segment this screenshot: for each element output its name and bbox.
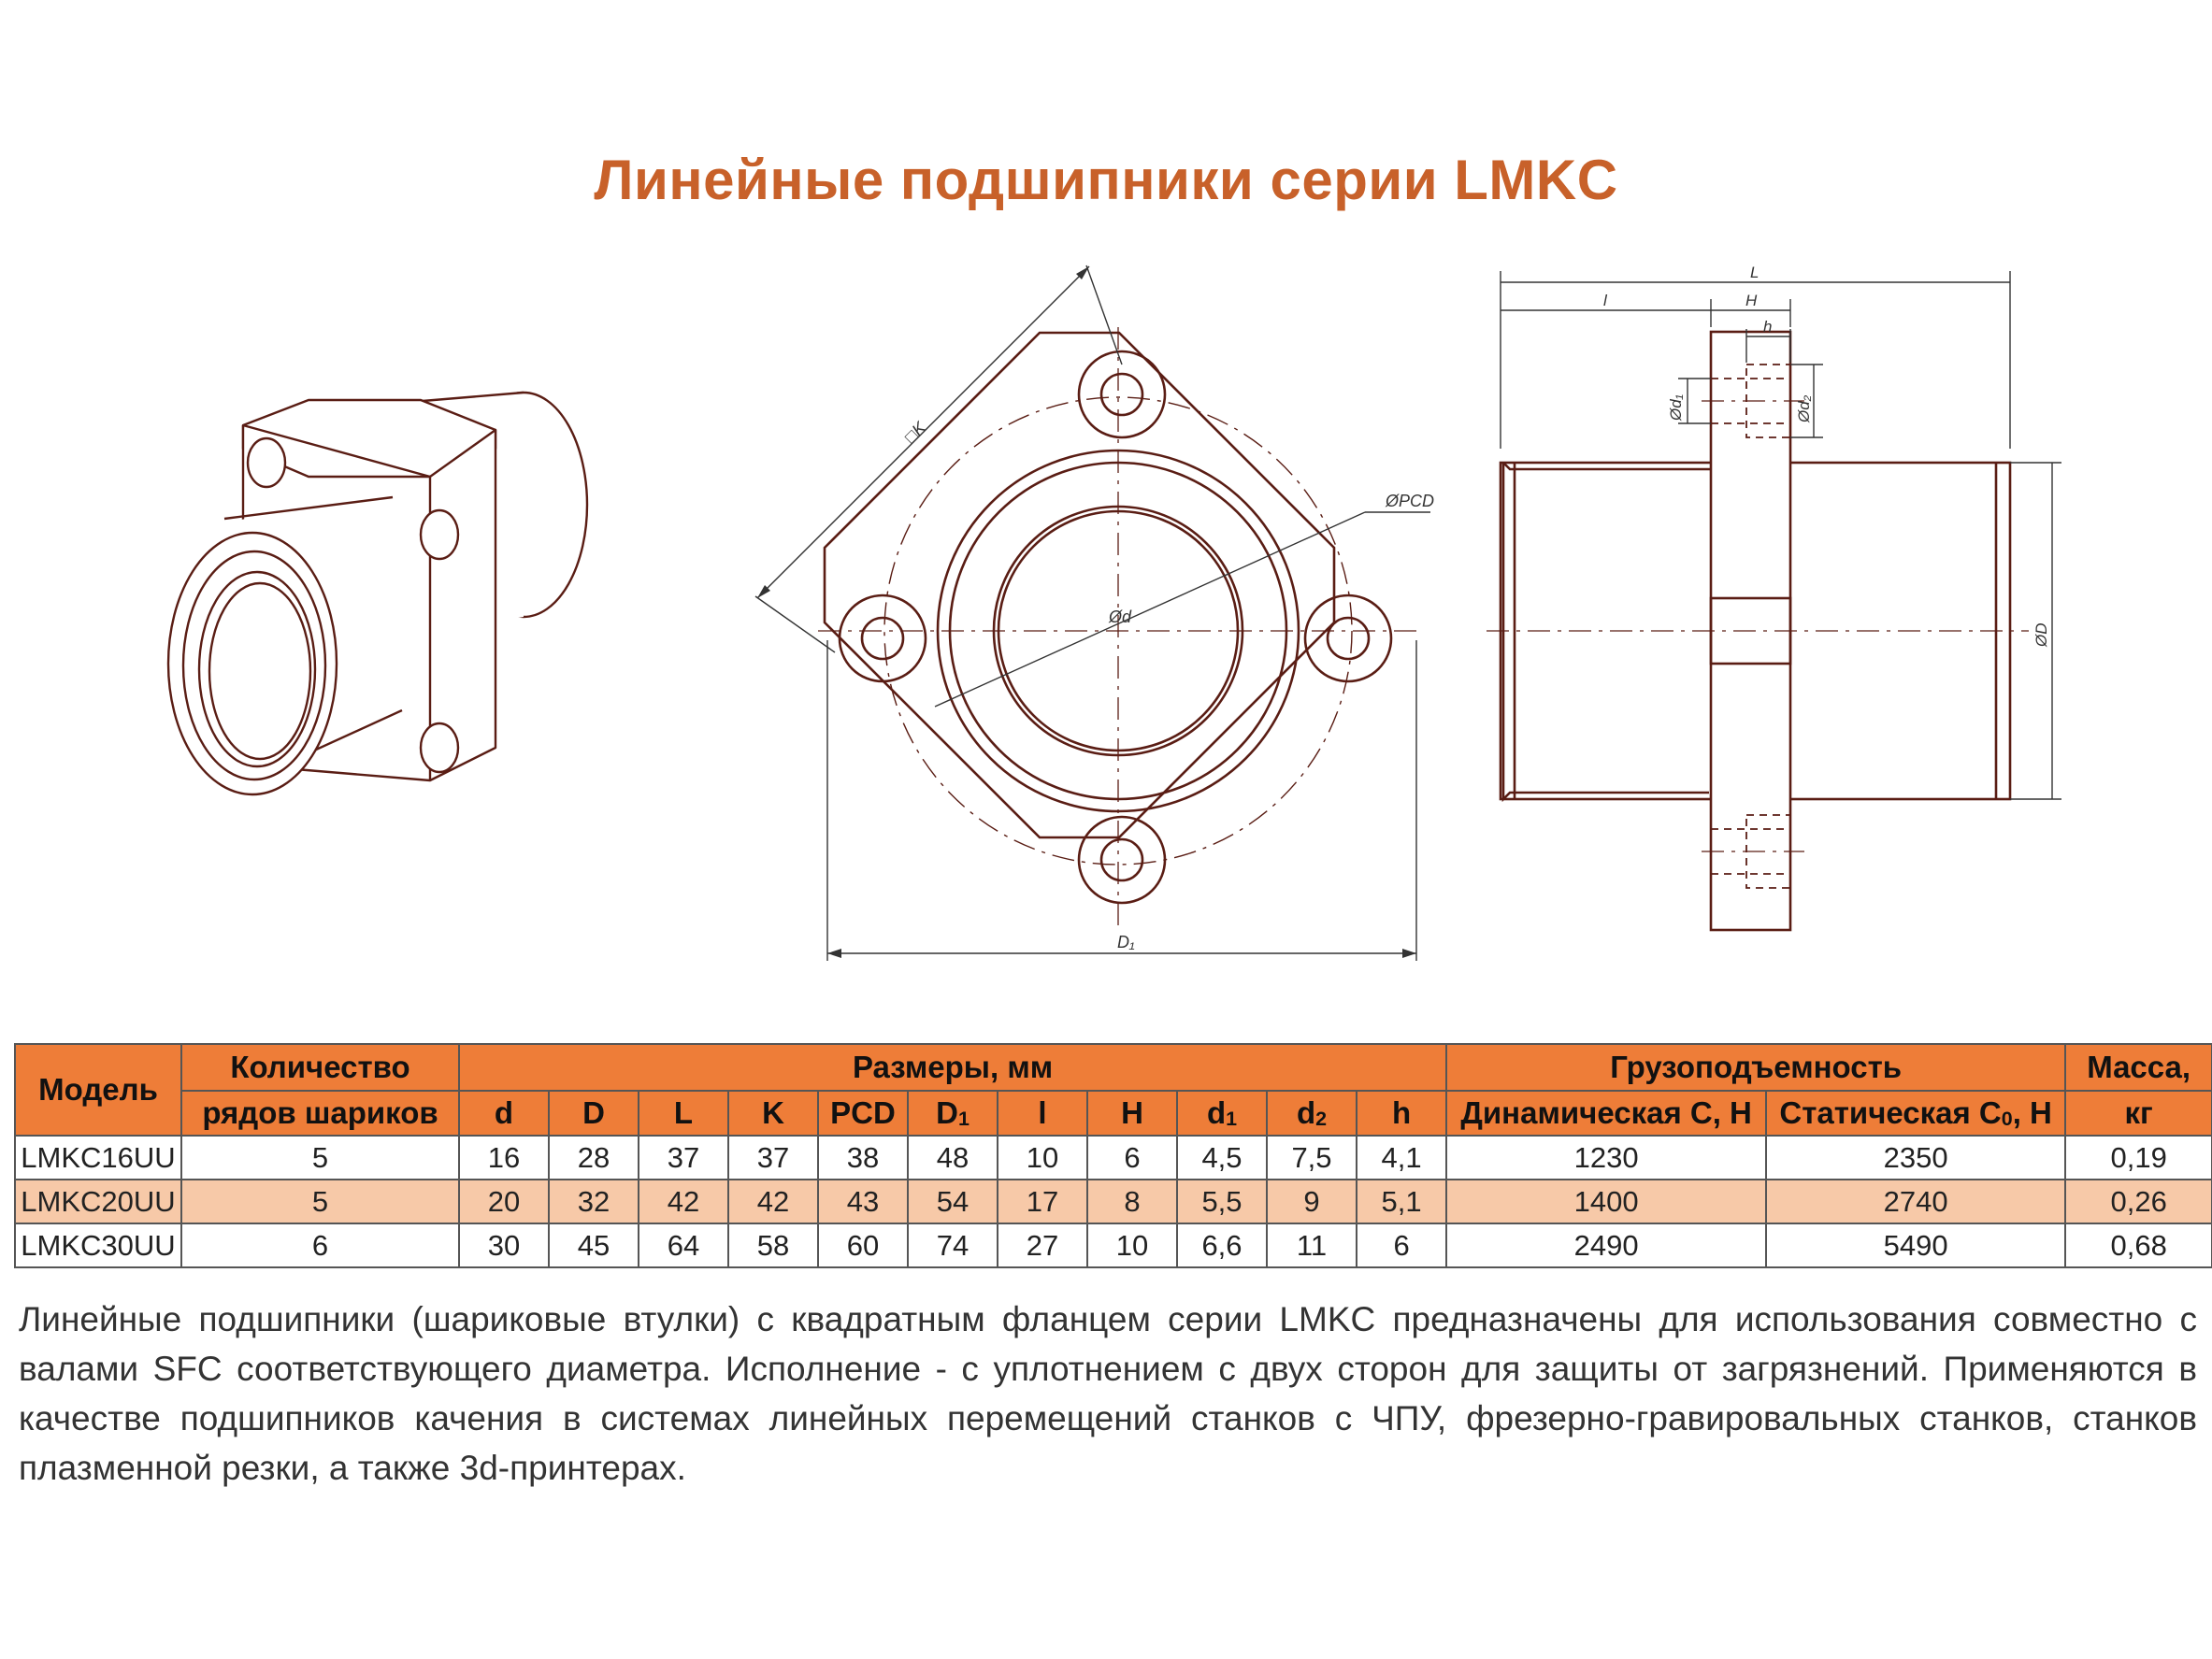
table-cell: 5 (181, 1180, 459, 1223)
table-cell: 2740 (1766, 1180, 2065, 1223)
col-d: d (459, 1091, 549, 1136)
label-pcd: ØPCD (1386, 492, 1435, 510)
table-cell: 2490 (1446, 1223, 1766, 1267)
table-cell: 11 (1267, 1223, 1357, 1267)
table-cell: 60 (818, 1223, 908, 1267)
table-cell: 17 (998, 1180, 1087, 1223)
table-row (15, 1180, 2212, 1223)
front-view-labels (901, 418, 1434, 951)
table-cell: 1230 (1446, 1136, 1766, 1180)
col-d1: $d_1$ (1177, 1091, 1267, 1136)
table-cell: 64 (639, 1223, 728, 1267)
table-cell: 4,5 (1177, 1136, 1267, 1180)
table-cell: 37 (728, 1136, 818, 1180)
table-cell: 38 (818, 1136, 908, 1180)
model-cell: LMKC16UU (15, 1136, 181, 1180)
col-D1: $D_1$ (908, 1091, 998, 1136)
table-cell: 54 (908, 1180, 998, 1223)
table-cell: 32 (549, 1180, 639, 1223)
table-cell: 30 (459, 1223, 549, 1267)
side-view-labels (1603, 264, 2050, 648)
table-cell: 43 (818, 1180, 908, 1223)
table-cell: 74 (908, 1223, 998, 1267)
table-cell: 6 (1087, 1136, 1177, 1180)
table-cell: 8 (1087, 1180, 1177, 1223)
isometric-view (168, 393, 587, 794)
table-cell: 42 (639, 1180, 728, 1223)
col-PCD: PCD (818, 1091, 908, 1136)
table-cell: 5,5 (1177, 1180, 1267, 1223)
front-view (755, 265, 1430, 961)
table-cell: 28 (549, 1136, 639, 1180)
label-d2-side: Ød₂ (1795, 394, 1813, 422)
label-H: H (1745, 292, 1758, 309)
header-model: Модель (15, 1044, 181, 1136)
label-d: Ød (1109, 608, 1132, 626)
table-cell: 9 (1267, 1180, 1357, 1223)
specs-table (14, 1043, 2212, 1268)
col-K: K (728, 1091, 818, 1136)
table-cell: 5490 (1766, 1223, 2065, 1267)
description: Линейные подшипники (шариковые втулки) с квадратным фланцем серии LMKC предназначены для использования совместно с валами SFC соответствующего диаметра. Исполнение - с уплотнением с двух сторон для защиты от загрязнений. Применяются в качестве подшипников качения в системах линейных перемещений станков с ЧПУ, фрезерно-гравировальных станков, станков плазменной резки, а также 3d-принтерах. (19, 1300, 2197, 1487)
model-cell: LMKC20UU (15, 1180, 181, 1223)
table-cell: 6,6 (1177, 1223, 1267, 1267)
page-title: Линейные подшипники серии LMKC (594, 149, 1618, 211)
table-cell: 37 (639, 1136, 728, 1180)
header-mass-line1: Масса, (2065, 1044, 2212, 1091)
label-k: □K (900, 418, 930, 447)
table-cell: 10 (1087, 1223, 1177, 1267)
col-dynamic: Динамическая С, Н (1446, 1091, 1766, 1136)
label-L: L (1750, 264, 1760, 281)
technical-drawing (0, 262, 2212, 991)
table-cell: 6 (1357, 1223, 1446, 1267)
col-D: D (549, 1091, 639, 1136)
label-d1-side: Ød₁ (1667, 393, 1685, 421)
label-l: l (1603, 292, 1607, 309)
col-h: h (1357, 1091, 1446, 1136)
label-h: h (1763, 318, 1773, 336)
header-dimensions: Размеры, мм (459, 1044, 1446, 1091)
table-cell: 6 (181, 1223, 459, 1267)
header-rows-line2: рядов шариков (181, 1091, 459, 1136)
table-cell: 42 (728, 1180, 818, 1223)
table-cell: 10 (998, 1136, 1087, 1180)
table-cell: 20 (459, 1180, 549, 1223)
table-row (15, 1223, 2212, 1267)
table-cell: 4,1 (1357, 1136, 1446, 1180)
model-cell: LMKC30UU (15, 1223, 181, 1267)
specs-table-body (15, 1136, 2212, 1267)
table-cell: 7,5 (1267, 1136, 1357, 1180)
header-mass-line2: кг (2065, 1091, 2212, 1136)
table-cell: 1400 (1446, 1180, 1766, 1223)
col-l: l (998, 1091, 1087, 1136)
col-H: H (1087, 1091, 1177, 1136)
col-L: L (639, 1091, 728, 1136)
table-cell: 5,1 (1357, 1180, 1446, 1223)
label-d1: D₁ (1117, 933, 1135, 951)
header-capacity: Грузоподъемность (1446, 1044, 2065, 1091)
table-cell: 27 (998, 1223, 1087, 1267)
table-cell: 16 (459, 1136, 549, 1180)
table-cell: 0,26 (2065, 1180, 2212, 1223)
table-row (15, 1136, 2212, 1180)
table-cell: 58 (728, 1223, 818, 1267)
label-D-side: ØD (2032, 622, 2050, 647)
col-d2: $d_2$ (1267, 1091, 1357, 1136)
table-cell: 2350 (1766, 1136, 2065, 1180)
table-cell: 5 (181, 1136, 459, 1180)
header-rows-line1: Количество (181, 1044, 459, 1091)
side-view (1487, 271, 2061, 930)
col-static: Статическая $С_0$, Н (1766, 1091, 2065, 1136)
table-cell: 0,19 (2065, 1136, 2212, 1180)
table-cell: 0,68 (2065, 1223, 2212, 1267)
table-cell: 48 (908, 1136, 998, 1180)
table-cell: 45 (549, 1223, 639, 1267)
